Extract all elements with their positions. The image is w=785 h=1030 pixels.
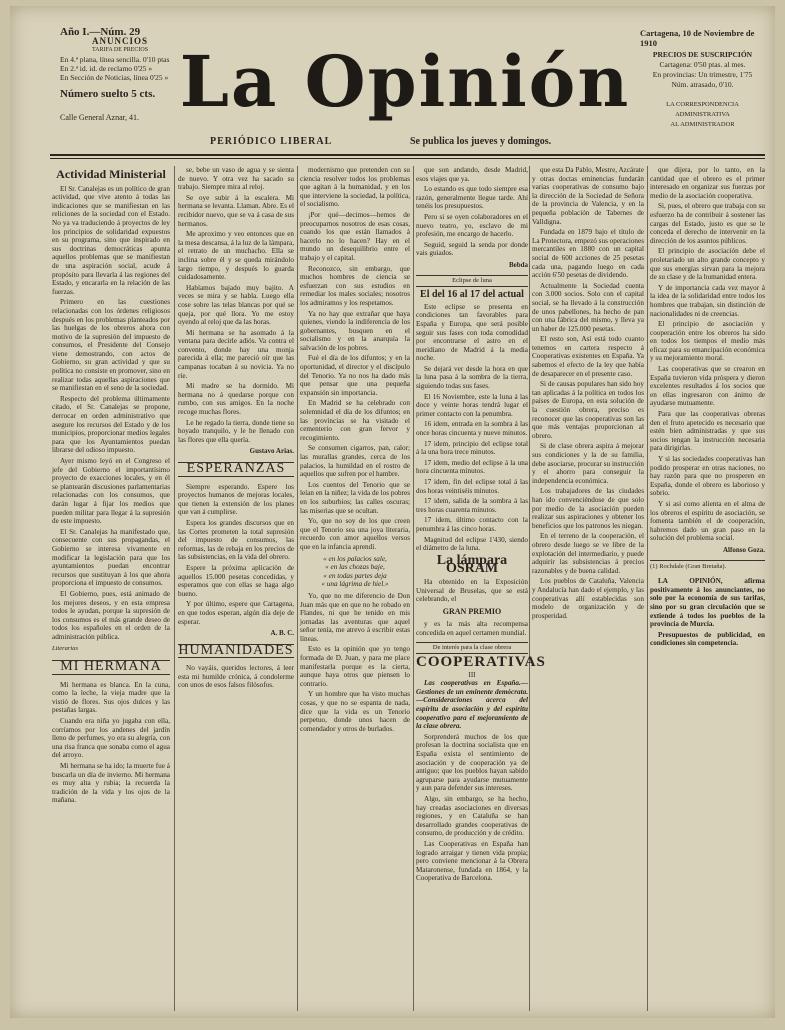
paragraph: Y un hombre que ha visto muchas cosas, y que no se espanta de nada, dice que la vida es un Tenorio perpetuo, donde unos hacen de comendador y otros de burlados. <box>300 690 410 733</box>
paragraph: Primero en las cuestiones relacionadas con los órdenes religiosos después en los problemas planteados por las huelgas de los obreros ahora con motivo de la supresión del impuesto de consumos, el Presidente del Consejo viene demostrando, con actos de Gobierno, su gran actividad y que su política no consiste en promover, sino en realizar todas aquellas aspiraciones que se manifiestan en el seno de la sociedad. <box>52 298 170 393</box>
paragraph: 17 idem, fin del eclipse total á las dos horas veintiséis minutos. <box>416 478 528 495</box>
section-box-heading: De interés para la clase obrera <box>416 642 528 655</box>
paragraph: Lo estando es que todo siempre esa razón, generalmente llegue tarde. Ahí tenéis los presupuestos. <box>416 185 528 211</box>
paragraph: 17 idem, principio del eclipse total á la una hora trece minutos. <box>416 439 528 457</box>
paragraph: Ayer mismo leyó en el Congreso el jefe del Gobierno el importantísimo proyecto de exacciones locales, y en él se plantearán discusiones parlamentarias relacionadas con los consumos, que darán lugar á fijar los medios que pueden militar para llegar á la supresión de este impuesto. <box>52 457 170 526</box>
paragraph: que esta Da Pablo, Mestre, Azcárate y otras doctas eminencias fundarán varias cooperativas de consumo bajo la dirección de la Sociedad de Señora de la provincia de Valencia, y en la pequeña población de Tabernes de Valldigna. <box>532 166 644 226</box>
ad-rate: En 2.ª id. id. de reclamo 0'25 » <box>60 64 153 73</box>
paragraph: Le he regado la tierra, donde tiene su hoyado tranquilo, y le he llenado con las flores que ella quería. <box>178 418 294 444</box>
article-headline: El del 16 al 17 del actual <box>420 289 524 301</box>
paragraph: Algo, sin embargo, se ha hecho, hay creadas asociaciones en diversas regiones, y en Cataluña se han desarrollado grandes cooperativas de consumo, de producción y de crédito. <box>416 795 528 838</box>
paragraph: que son andando, desde Madrid, esos viajes que ya. <box>416 166 528 183</box>
paragraph: modernismo que pretenden con su ciencia resolver todos los problemas que agitan á la humanidad, y en los que interviene la sociedad, la política, el socialismo. <box>300 166 410 209</box>
article-headline: HUMANIDADES <box>178 642 294 658</box>
paragraph: 17 idem, salida de la sombra á las tres horas cuarenta minutos. <box>416 497 528 514</box>
tarifa-label: TARIFA DE PRECIOS <box>91 47 149 53</box>
paragraph: Fundada en 1879 bajo el título de La Protectora, empezó sus operaciones mercantiles en 1880 con un capital social de 600 acciones de 25 pesetas cada una, pagando luego en cada acción 6'50 pesetas de dividendo. <box>532 228 644 280</box>
verse-line: « en las chozas baje, <box>325 563 385 572</box>
gran-premio: GRAN PREMIO <box>442 606 502 616</box>
column-divider <box>647 166 648 1011</box>
signature: Gustavo Arias. <box>249 447 294 456</box>
paragraph: Mi hermana es blanca. En la cuna, como la leche, la vieja madre que la vistió de flores. Sus ojos dulces y las pestañas largas. <box>52 680 170 715</box>
newspaper-title: La Opinión <box>179 40 631 123</box>
paragraph: Yo, que no soy de los que creen que el Tenorio sea una joya literaria, recuerdo con amor aquellos versos que en la infancia aprendí. <box>300 517 410 551</box>
paragraph: El principio de asociación y cooperación entre los obreros ha sido en todos los tiempos el medio más eficaz para su emancipación económica y su mejoramiento moral. <box>650 320 765 363</box>
column-3 <box>300 166 410 1011</box>
column-4 <box>416 166 546 1011</box>
paragraph: Siempre esperando. Espere los proyectos humanos de mejoras locales, que tienen la extensión de los planes que van á cumplirse. <box>178 482 294 517</box>
verse-line: « en todas partes deja <box>323 571 387 580</box>
footnote: (1) Rochdale (Gran Bretaña). <box>650 560 765 572</box>
paragraph: En el terreno de la cooperación, el obrero desde luego se ve libre de la explotación del intermediario, y puede adquirir las subsistencias á precios razonables y de buena calidad. <box>532 532 644 575</box>
column-divider <box>297 166 298 1011</box>
article-headline: Actividad Ministerial <box>56 167 166 181</box>
column-divider <box>529 166 530 1011</box>
paragraph: Seguid, seguid la senda por donde vais guiados. <box>416 240 528 258</box>
paragraph: Este eclipse se presenta en condiciones tan favorables para España y Europa, que será posible seguir sus fases con toda comodidad por encontrarse el astro en el meridiano de Madrid á la media noche. <box>416 302 528 363</box>
paragraph: 17 idem, medio del eclipse á la una hora cincuenta minutos. <box>416 458 528 476</box>
paragraph: Reconozco, sin embargo, que muchos hombres de ciencia se esfuerzan con sus estudios en remediar los males sociales; nosotros los admiramos y los respetamos. <box>300 264 410 307</box>
paragraph: Se dejará ver desde la hora en que la luna pasa á la sombra de la tierra, siguiendo todas sus fases. <box>416 364 528 391</box>
paragraph: El Sr. Canalejas ha manifestado que, consecuente con sus propagandas, el Gobierno se interesa vivamente en modificar la legislación para que los ayuntamientos puedan encontrar recursos que sustituyan á los que ahora proporciona el impuesto de consumos. <box>52 527 170 588</box>
paragraph: Ha obtenido en la Exposición Universal de Bruselas, que se está celebrando, el <box>416 577 528 604</box>
subscription-price: Núm. atrasado, 0'10. <box>671 80 734 89</box>
paragraph: Sorprenderá muchos de los que profesan la doctrina socialista que en España exista el sentimiento de asociación y de cooperación ya de antiguo; que los pueblos hayan sabido agruparse para ayudarse mutuamente y aun para defender sus intereses. <box>416 732 528 793</box>
paragraph: Mi madre se ha dormido. Mi hermana no á quedarse porque con rumbo, con sus amigos. En la noche recoge muchas flores. <box>178 382 294 417</box>
paragraph: 16 idem, entrada en la sombra á las once horas cincuenta y nueve minutos. <box>416 420 528 438</box>
paragraph: que dijera, por lo tanto, en la cantidad que el obrero es el primer interesado en organizar sus fuerzas por medio de la asociación cooperativa. <box>650 166 765 200</box>
paragraph: Las cooperativas que se crearon en España tuvieron vida próspera y dieron excelentes resultados á los socios que en ellas ingresaron con ánimo de ayudarse mutuamente. <box>650 365 765 408</box>
paragraph: Y por último, espere que Cartagena, en que todos esperan, algún día deje de esperar. <box>178 600 294 626</box>
column-6 <box>650 166 765 1011</box>
paragraph: Las cooperativas en España.—Gestiones de un eminente demócrata.—Consideraciones acerca del espíritu de asociación y del espíritu cooperativo para el mejoramiento de la clase obrera. <box>416 679 528 731</box>
paragraph: Y si así como alienta en el alma de los obreros el espíritu de asociación, se fomenta también el de cooperación, habremos dado un gran paso en la solución del problema social. <box>650 499 765 543</box>
paragraph: Actualmente la Sociedad cuenta con 3.000 socios. Solo con el capital social, se ha llevado á la construcción de unos pabellones, ha hecho de pan con una fábrica del mismo, y lleva ya un haber de 125.000 pesetas. <box>532 281 644 333</box>
roman-numeral: III <box>468 670 476 679</box>
numero-suelto: Número suelto 5 cts. <box>60 88 156 100</box>
address: Calle General Aznar, 41. <box>60 113 139 122</box>
article-headline: ESPERANZAS <box>178 462 294 477</box>
paragraph: Presupuestos de publicidad, en condiciones sin competencia. <box>650 630 765 648</box>
paragraph: El 16 Noviembre, este la luna á las doce y veinte horas tendrá lugar el primer contacto con la penumbra. <box>416 392 528 418</box>
paragraph: Si de clase obrera aspira á mejorar sus condiciones y la de su familia, debe asociarse, procurar su instrucción y el ahorro para conseguir la independencia económica. <box>532 442 644 485</box>
section-box-heading: Eclipse de luna <box>416 275 528 288</box>
paragraph: ¡Por qué—decimos—hemos de preocuparnos nosotros de esas cosas, cuando los que están llamados á hacerlo no lo hacen? Hay en el mundo un desequilibrio entre el trabajo y el capital. <box>300 210 410 262</box>
masthead-rule <box>50 154 765 156</box>
paragraph: Esto es la opinión que yo tengo formada de D. Juan, y para me place manifestarla porque es la cierta, aunque haya otros que piensen lo contrario. <box>300 645 410 688</box>
paragraph: Para que las cooperativas obreras den el fruto apetecido es necesario que estén bien administradas y que sus socios tengan la instrucción necesaria para dirigirlas. <box>650 410 765 453</box>
column-divider <box>174 166 175 1011</box>
paragraph: Magnitud del eclipse 1'430, siendo el diámetro de la luna. <box>416 535 528 553</box>
paragraph: Los pueblos de Cataluña, Valencia y Andalucía han dado el ejemplo, y las cooperativas allí establecidas son modelo de organización y de prosperidad. <box>532 577 644 620</box>
column-2 <box>178 166 294 1011</box>
paragraph: El resto son, Así está todo cuanto tenemos en cartera respecto á Cooperativas existentes en España. Ya sabemos el efecto de la ley que había de desaparecer en el presente caso. <box>532 335 644 378</box>
paragraph: Los trabajadores de las ciudades han ido convenciéndose de que solo por medio de la asociación pueden realizar sus aspiraciones y obtener los beneficios que los patronos les niegan. <box>532 487 644 530</box>
anuncios-heading: ANUNCIOS <box>91 36 148 46</box>
paragraph: Habíamos bajado muy bajito. A veces se mira y se habla. Luego ella cose sobre las telas blancas por qué se queja, por qué llora. Yo me estoy oyendo al reloj que da las horas. <box>178 283 294 327</box>
masthead <box>10 6 775 156</box>
admin-line: LA CORRESPONDENCIA ADMINISTRATIVA <box>666 101 739 118</box>
verse-line: « en los palacios sale, <box>323 554 387 563</box>
paragraph: Respecto del problema últimamente citado, el Sr. Canalejas se propone, derrocar en orden administrativo que asegure los recursos del Estado y de los municipios, proporcionar medios legales para que los Ayuntamientos puedan librarse del odioso impuesto. <box>52 394 170 455</box>
paragraph: 17 idem, último contacto con la penumbra á las cinco horas. <box>416 516 528 533</box>
ad-rate: En 4.ª plana, línea sencilla. 0'10 ptas <box>60 55 170 64</box>
paragraph: Los cuentos del Tenorio que se leían en la niñez; la vida de los pobres en los suburbios; las calles oscuras; las miserias que se ocultan. <box>300 480 410 515</box>
signature: Alfonso Goza. <box>723 545 765 554</box>
paragraph: En Madrid se ha celebrado con solemnidad el día de los difuntos; en las provincias se ha visitado el cementerio con gran fervor y recogimiento. <box>300 399 410 442</box>
paragraph: Se consumen cigarros, pan, calor; las murallas grandes, cerca de los palacios, la humildad en el rostro de aquellos que sufren por el hambre. <box>300 444 410 479</box>
paragraph: Me aproximo y veo entonces que en la mesa descansa, á la luz de la lámpara, el retrato de un muchacho. Ella se inclina sobre él y se queda mirándolo largo tiempo, y después lo guarda cuidadosamente. <box>178 230 294 282</box>
admin-line: AL ADMINISTRADOR <box>670 121 735 128</box>
paragraph: Yo, que no me diferencio de Don Juan más que en que no he robado en Flandes, ni que he tenido en mis jornadas las aventuras que aquel señor tenía, me atrevo á escribir estas líneas. <box>300 591 410 643</box>
paragraph: Mi hermana se ha ido; la muerte fue á buscarla un día de invierno. Mi hermana es muy alta y rubia; la recuerda la tradición de la vida y los ojos de la mañana. <box>52 762 170 805</box>
subscription-price: Cartagena: 0'50 ptas. al mes. <box>659 60 746 69</box>
newspaper-page <box>10 6 775 1018</box>
paragraph: Si, pues, el obrero que trabaja con su esfuerzo ha de contribuir á sostener las cargas del Estado, justo es que se le conceda el derecho de intervenir en la dirección de los asuntos públicos. <box>650 202 765 245</box>
issue-date: Cartagena, 10 de Noviembre de 1910 <box>640 28 755 48</box>
masthead-right-box <box>640 28 765 130</box>
paragraph: Espere la próxima aplicación de aquellos 15.000 pesetas concedidas, y esperamos que con ellas se haga algo bueno. <box>178 563 294 598</box>
paragraph: El Gobierno, pues, está animado de los mejores deseos, y en esta empresa todos le ayudan, porque la supresión de los consumos es el más grande deseo de todos los españoles en el orden de la administración pública. <box>52 589 170 641</box>
article-headline: MI HERMANA <box>52 660 170 675</box>
section-label: Literarias <box>52 645 79 653</box>
paragraph: Fué el día de los difuntos; y en la oportunidad, el director y el discípulo del Tenorio. Ya no nos ha dado más que pensar que una pequeña expansión sin importancia. <box>300 354 410 397</box>
paragraph: No vayáis, queridos lectores, á leer esta mi humilde crónica, á condolerme con unos de esos falsos filósofos. <box>178 664 294 690</box>
article-headline: COOPERATIVAS <box>416 654 546 671</box>
column-1 <box>52 166 170 1011</box>
paragraph: El Sr. Canalejas es un político de gran actividad, que vive atento á todas las indicaciones que se manifiestan en las reliciones de la sociedad con el Estado. No ya va traduciendo á proyectos de ley los principios de solidaridad expuestos en su programa, sino que inspirado en sus doctrinas democráticas apunta aquellos problemas que se manifiestan de una aspiración social, acude á propósito para llevarla á las regiones del Estado, y encararla en la relación de las fuerzas. <box>52 184 170 296</box>
paragraph: El principio de asociación debe el proletariado un alto grande concepto y que sus energías sirvan para la mejora de su clase y de la humanidad entera. <box>650 247 765 282</box>
paragraph: Cuando era niña yo jugaba con ella, corríamos por los andenes del jardín lleno de perfumes, yo era su alegría, con una risa franca que sonaba como el agua del arroyo. <box>52 717 170 760</box>
paragraph: Y si las sociedades cooperativas han podido prosperar en otras naciones, no hay razón para que no prosperen en España, donde el obrero es laborioso y sobrio. <box>650 455 765 498</box>
paragraph: LA OPINIÓN, afirma positivamente á los anunciantes, no solo por la economía de sus tarifas, sino por su gran circulación que se extiende á todos los pueblos de la provincia de Murcia. <box>650 577 765 629</box>
signature: Bebda <box>508 260 528 269</box>
paragraph: Espera los grandes discursos que en las Cortes prometen la total supresión del impuesto de consumos, las reformas, las de rebaja en los precios de las subsistencias, en la vida del obrero. <box>178 518 294 562</box>
ad-rate: En Sección de Noticias, línea 0'25 » <box>60 73 169 82</box>
paragraph: Las Cooperativas en España han logrado arraigar y tienen vida propia; pero conviene mencionar á la Obrera Mataronense, fundada en 1864, y la Cooperativa de Barcelona. <box>416 839 528 883</box>
subtitle-left: PERIÓDICO LIBERAL <box>210 136 333 147</box>
year-number: Año I.—Núm. 29 <box>60 26 141 38</box>
signature: A. B. C. <box>270 629 294 638</box>
subscription-price: En provincias: Un trimestre, 1'75 <box>652 70 753 79</box>
column-divider <box>413 166 414 1011</box>
subscription-heading: PRECIOS DE SUSCRIPCIÓN <box>652 50 753 59</box>
paragraph: Pero si se oyen colaboradores en el nuevo teatro, yo, esclavo de mi profesión, me encargo de hacerlo. <box>416 212 528 239</box>
paragraph: Ya no hay que extrañar que haya quienes, viendo la indiferencia de los gobernantes, busquen en el socialismo y en la anarquía la salvación de los pobres. <box>300 309 410 352</box>
paragraph: se, bebe un vaso de agua y se sienta de nuevo. Y otra vez ha sacado su trabajo. Siempre mira al reloj. <box>178 166 294 192</box>
subtitle-right: Se publica los jueves y domingos. <box>410 136 552 147</box>
paragraph: Y de importancia cada vez mayor á la idea de la solidaridad entre todos los hombres que trabajan, sin distinción de nacionalidades ni de creencias. <box>650 283 765 318</box>
column-5 <box>532 166 644 1011</box>
paragraph: y es la más alta recompensa concedida en aquel certamen mundial. <box>416 620 528 637</box>
article-headline: La lámpara OSRAM <box>436 552 508 577</box>
verse-line: « una lágrima de hiel.» <box>321 580 389 589</box>
verse <box>300 555 410 589</box>
paragraph: Mi hermana se ha asomado á la ventana para decirle adiós. Va contra el convento, donde hay una monja parecida á ella; me pareció oír que las campanas tocaban á su novicia. Ya no ríe. <box>178 328 294 380</box>
masthead-left-box <box>60 28 180 122</box>
paragraph: Se oye subir á la escalera. Mi hermana se levanta. Llaman. Abre. Es el recibidor nuevo, que se va á casa de sus hermanos. <box>178 193 294 228</box>
masthead-rule <box>50 158 765 159</box>
paragraph: Si de causas populares han sido hoy tan aplicadas á la política en todos los países de Europa, en esta solución de la cuestión obrera, preciso es reconocer que las cooperativas son las que más ventajas proporcionan al obrero. <box>532 380 644 440</box>
